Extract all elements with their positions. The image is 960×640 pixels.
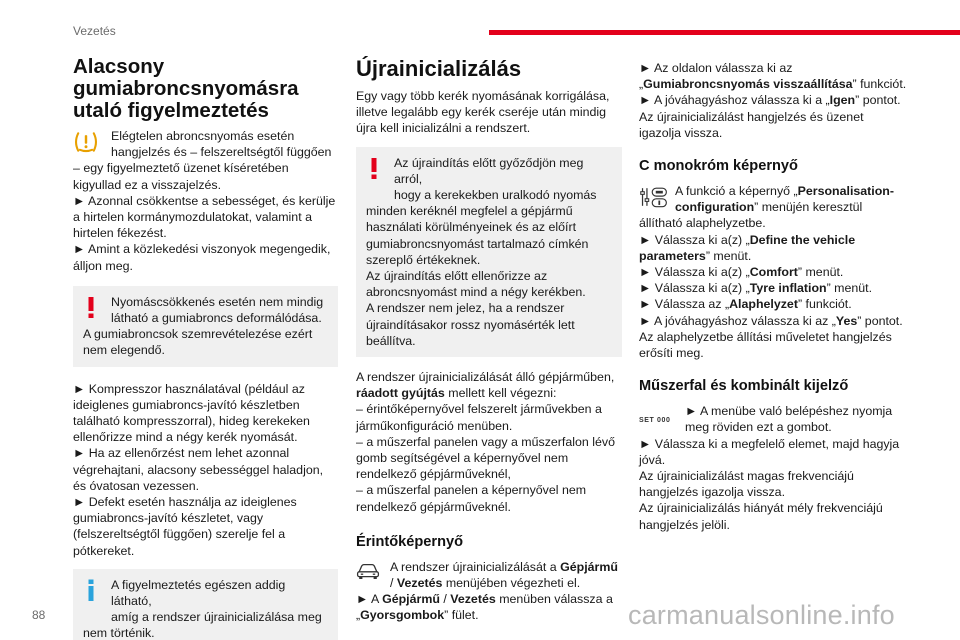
car-icon	[356, 561, 380, 581]
step-define-parameters: ► Válassza ki a(z) „Define the vehicle parameters” menüt.	[639, 232, 856, 263]
step-confirm-yes: ► A jóváhagyáshoz válassza ki a „Igen” pontot.	[639, 93, 901, 108]
section-title-low-pressure: Alacsony gumiabroncsnyomásra utaló figyelmeztetés	[73, 55, 299, 122]
tyre-pressure-warning-icon	[73, 130, 99, 154]
reinit-method-button: – a műszerfal panelen vagy a műszerfalon lévő gomb segítségével a képernyővel nem rendelkező gépjárműveknél,	[356, 434, 615, 482]
step-select-function: ► Az oldalon válassza ki az „Gumiabroncsnyomás visszaállítása” funkciót.	[639, 61, 907, 92]
touchscreen-paragraph: A rendszer újrainicializálását a Gépjármű / Vezetés menüjében végezheti el.	[356, 559, 622, 591]
instruction-compressor: ► Kompresszor használatával (például az ideiglenes gumiabroncs-javító készletben található kompresszorral), hideg kerekeken ellenőrizze mind a négy kerék nyomását.	[73, 381, 310, 445]
set-button-icon: SET 000	[639, 417, 671, 425]
warning-note-deformation: Nyomáscsökkenés esetén nem mindig látható a gumiabroncs deformálódása. A gumiabroncsok szemrevételezése ezért nem elegendő.	[73, 286, 338, 367]
subtitle-touchscreen: Érintőképernyő	[356, 533, 464, 550]
running-header: Vezetés	[73, 24, 116, 38]
exclamation-icon	[83, 295, 99, 319]
low-beep-failure: Az újrainicializálás hiányát mély frekvenciájú hangjelzés jelöli.	[639, 501, 883, 532]
high-beep-confirmation: Az újrainicializálást magas frekvenciájú hangjelzés igazolja vissza.	[639, 469, 854, 500]
info-icon	[83, 578, 99, 602]
warning-note-check-pressure: Az újraindítás előtt győződjön meg arról, hogy a kerekekben uralkodó nyomás minden keréknél megfelel a gépjármű használati körülményeinek és az előírt gumiabroncsnyomást tartalmazó címkén szereplő értékeknek. Az újraindítás előtt ellenőrizze az abroncsnyomást mind a négy kerékben. A rendszer nem jelez, ha a rendszer újraindításakor rossz nyomásérték lett beállítva.	[356, 147, 622, 357]
reinit-confirmation: Az újrainicializálást hangjelzés és üzenet igazolja vissza.	[639, 109, 864, 140]
column-reinitialisation	[356, 56, 622, 624]
instruction-slow-down: ► Azonnal csökkentse a sebességet, és kerülje a hirtelen kormánymozdulatokat, valamint a hirtelen fékezést.	[73, 193, 336, 241]
step-select-confirm: ► Válassza ki a megfelelő elemet, majd hagyja jóvá.	[639, 436, 900, 467]
step-comfort: ► Válassza ki a(z) „Comfort” menüt.	[639, 265, 844, 280]
instruction-repair-kit: ► Defekt esetén használja az ideiglenes gumiabroncs-javító készletet, vagy (felszereltségtől függően) szerelje fel a pótkereket.	[73, 495, 297, 558]
reinit-intro: Egy vagy több kerék nyomásának korrigálása, illetve legalább egy kerék cseréje után mindig újra kell inicializálni a rendszert.	[356, 89, 610, 136]
page-number: 88	[32, 608, 46, 622]
step-reset: ► Válassza az „Alaphelyzet” funkciót.	[639, 297, 852, 312]
warning-lamp-paragraph: Elégtelen abroncsnyomás esetén hangjelzés és – felszereltségtől függően – egy figyelmeztető üzenet kíséretében kigyullad ez a visszajelzés.	[73, 129, 332, 192]
touchscreen-step: ► A Gépjármű / Vezetés menüben válassza a „Gyorsgombok” fület.	[356, 592, 613, 623]
reinit-method-touchscreen: – érintőképernyővel felszerelt járművekben a járműkonfiguráció menüben.	[356, 402, 602, 433]
step-confirm: ► A jóváhagyáshoz válassza ki az „Yes” pontot.	[639, 313, 903, 328]
instrument-paragraph: SET 000 ► A menübe való belépéshez nyomja meg röviden ezt a gombot.	[639, 404, 893, 435]
section-title-reinit: Újrainicializálás	[356, 56, 522, 81]
exclamation-icon	[366, 156, 382, 180]
column-reinit-continued	[639, 60, 907, 533]
reinit-conditions: A rendszer újrainicializálását álló gépjárműben, ráadott gyújtás mellett kell végezni:	[356, 370, 615, 401]
monochrome-paragraph: A funkció a képernyő „Personalisation-configuration” menüjén keresztül állítható alaphelyzetbe.	[639, 184, 895, 231]
reinit-method-panel: – a műszerfal panelen a képernyővel nem rendelkező gépjárműveknél.	[356, 483, 587, 514]
column-low-pressure-warning	[73, 56, 338, 640]
subtitle-monochrome-screen: C monokróm képernyő	[639, 158, 798, 175]
header-accent-bar	[489, 30, 960, 35]
menu-button-icon	[639, 185, 669, 209]
subtitle-instrument-panel: Műszerfal és kombinált kijelző	[639, 378, 849, 395]
instruction-drive-slowly: ► Ha az ellenőrzést nem lehet azonnal végrehajtani, alacsony sebességgel haladjon, és óvatosan vezessen.	[73, 446, 324, 493]
watermark: carmanualsonline.info	[628, 600, 895, 630]
reset-confirmation: Az alaphelyzetbe állítási műveletet hangjelzés erősíti meg.	[639, 329, 892, 361]
step-tyre-inflation: ► Válassza ki a(z) „Tyre inflation” menüt.	[639, 281, 873, 296]
instruction-stop: ► Amint a közlekedési viszonyok megengedik, álljon meg.	[73, 242, 331, 273]
info-note-warning-visible: A figyelmeztetés egészen addig látható, amíg a rendszer újrainicializálása meg nem történik.	[73, 569, 338, 640]
